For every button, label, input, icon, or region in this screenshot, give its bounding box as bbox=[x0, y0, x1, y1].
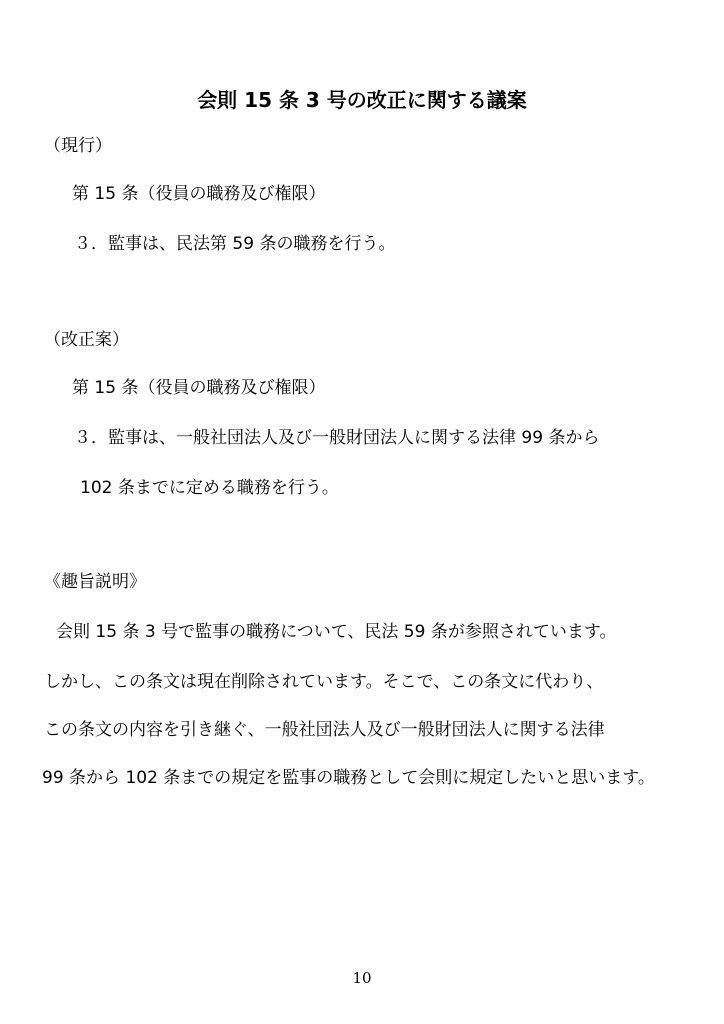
explanation-section-heading: 《趣旨説明》 bbox=[44, 572, 146, 592]
current-clause-line: ３．監事は、民法第 59 条の職務を行う。 bbox=[74, 234, 396, 254]
amendment-clause-line: ３．監事は、一般社団法人及び一般財団法人に関する法律 99 条から bbox=[74, 428, 600, 448]
current-article-heading: 第 15 条（役員の職務及び権限） bbox=[72, 184, 326, 204]
amendment-clause-line: 102 条までに定める職務を行う。 bbox=[80, 478, 339, 498]
amendment-section-heading: （改正案） bbox=[44, 330, 129, 350]
explanation-paragraph-line: この条文の内容を引き継ぐ、一般社団法人及び一般財団法人に関する法律 bbox=[44, 720, 605, 740]
explanation-paragraph-line: 99 条から 102 条までの規定を監事の職務として会則に規定したいと思います。 bbox=[42, 768, 655, 788]
explanation-paragraph-line: 会則 15 条 3 号で監事の職務について、民法 59 条が参照されています。 bbox=[56, 622, 617, 642]
current-section-heading: （現行） bbox=[44, 136, 112, 156]
document-title: 会則 15 条 3 号の改正に関する議案 bbox=[197, 88, 527, 112]
amendment-article-heading: 第 15 条（役員の職務及び権限） bbox=[72, 378, 326, 398]
page-number: 10 bbox=[352, 969, 372, 987]
explanation-paragraph-line: しかし、この条文は現在削除されています。そこで、この条文に代わり、 bbox=[44, 672, 604, 692]
